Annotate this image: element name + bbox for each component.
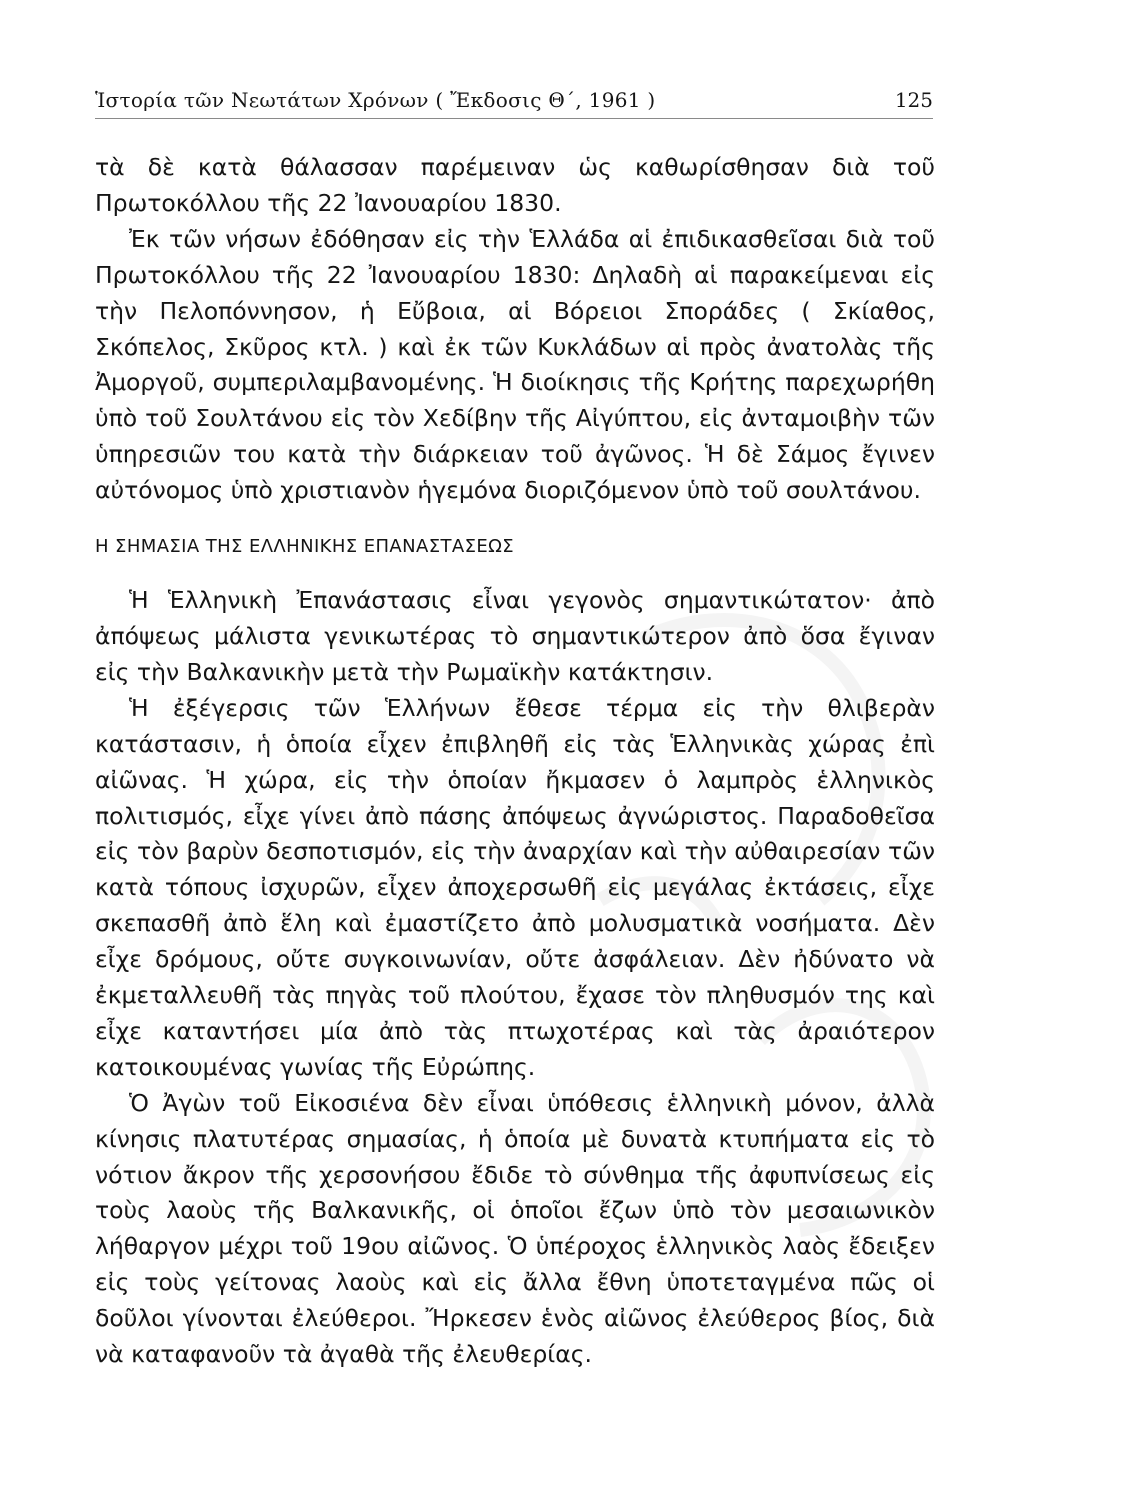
paragraph: Ὁ Ἀγὼν τοῦ Εἰκοσιένα δὲν εἶναι ὑπόθεσις ἑλληνικὴ μόνον, ἀλλὰ κίνησις πλατυτέρας σημασίας, ἡ ὁποία μὲ δυνατὰ κτυπήματα εἰς τὸ νότιον ἄκρον τῆς χερσονήσου ἔδιδε τὸ σύνθημα τῆς ἀφυπνίσεως εἰς τοὺς λαοὺς τῆς Βαλκανικῆς, οἱ ὁποῖοι ἔζων ὑπὸ τὸν μεσαιωνικὸν λήθαργον μέχρι τοῦ 19ου αἰῶνος. Ὁ ὑπέροχος ἑλληνικὸς λαὸς ἔδειξεν εἰς τοὺς γείτονας λαοὺς καὶ εἰς ἄλλα ἔθνη ὑποτεταγμένα πῶς οἱ δοῦλοι γίνονται ἐλεύθεροι. Ἤρκεσεν ἑνὸς αἰῶνος ἐλεύθερος βίος, διὰ νὰ καταφανοῦν τὰ ἀγαθὰ τῆς ἐλευθερίας. xyxy=(95,1088,935,1369)
running-header xyxy=(95,80,933,119)
paragraph: Ἐκ τῶν νήσων ἐδόθησαν εἰς τὴν Ἑλλάδα αἱ ἐπιδικασθεῖσαι διὰ τοῦ Πρωτοκόλλου τῆς 22 Ἰανουαρίου 1830: Δηλαδὴ αἱ παρακείμεναι εἰς τὴν Πελοπόννησον, ἡ Εὔβοια, αἱ Βόρειοι Σποράδες ( Σκίαθος, Σκόπελος, Σκῦρος κτλ. ) καὶ ἐκ τῶν Κυκλάδων αἱ πρὸς ἀνατολὰς τῆς Ἀμοργοῦ, συμπεριλαμβανομένης. Ἡ διοίκησις τῆς Κρήτης παρεχωρήθη ὑπὸ τοῦ Σουλτάνου εἰς τὸν Χεδίβην τῆς Αἰγύπτου, εἰς ἀνταμοιβὴν τῶν ὑπηρεσιῶν του κατὰ τὴν διάρκειαν τοῦ ἀγῶνος. Ἡ δὲ Σάμος ἔγινεν αὐτόνομος ὑπὸ χριστιανὸν ἡγεμόνα διοριζόμενον ὑπὸ τοῦ σουλτάνου. xyxy=(95,224,935,505)
paragraph: Ἡ Ἑλληνικὴ Ἐπανάστασις εἶναι γεγονὸς σημαντικώτατον· ἀπὸ ἀπόψεως μάλιστα γενικωτέρας τὸ σημαντικώτερον ἀπὸ ὅσα ἔγιναν εἰς τὴν Βαλκανικὴν μετὰ τὴν Ρωμαϊκὴν κατάκτησιν. xyxy=(95,586,935,686)
page-number: 125 xyxy=(894,88,933,112)
main-text xyxy=(95,150,935,1373)
paragraph: Ἡ ἐξέγερσις τῶν Ἑλλήνων ἔθεσε τέρμα εἰς τὴν θλιβερὰν κατάστασιν, ἡ ὁποία εἶχεν ἐπιβληθῆ εἰς τὰς Ἑλληνικὰς χώρας ἐπὶ αἰῶνας. Ἡ χώρα, εἰς τὴν ὁποίαν ἤκμασεν ὁ λαμπρὸς ἑλληνικὸς πολιτισμός, εἶχε γίνει ἀπὸ πάσης ἀπόψεως ἀγνώριστος. Παραδοθεῖσα εἰς τὸν βαρὺν δεσποτισμόν, εἰς τὴν ἀναρχίαν καὶ τὴν αὐθαιρεσίαν τῶν κατὰ τόπους ἰσχυρῶν, εἶχεν ἀποχερσωθῆ εἰς μεγάλας ἐκτάσεις, εἶχε σκεπασθῆ ἀπὸ ἕλη καὶ ἐμαστίζετο ἀπὸ μολυσματικὰ νοσήματα. Δὲν εἶχε δρόμους, οὔτε συγκοινωνίαν, οὔτε ἀσφάλειαν. Δὲν ἠδύνατο νὰ ἐκμεταλλευθῆ τὰς πηγὰς τοῦ πλούτου, ἔχασε τὸν πληθυσμόν της καὶ εἶχε καταντήσει μία ἀπὸ τὰς πτωχοτέρας καὶ τὰς ἀραιότερον κατοικουμένας γωνίας τῆς Εὐρώπης. xyxy=(95,693,935,1081)
running-title: Ἱστορία τῶν Νεωτάτων Χρόνων ( Ἔκδοσις Θ΄, 1961 ) xyxy=(95,88,656,112)
paragraph: τὰ δὲ κατὰ θάλασσαν παρέμειναν ὡς καθωρίσθησαν διὰ τοῦ Πρωτοκόλλου τῆς 22 Ἰανουαρίου 1830. xyxy=(95,153,935,217)
section-heading: Η ΣΗΜΑΣΙΑ ΤΗΣ ΕΛΛΗΝΙΚΗΣ ΕΠΑΝΑΣΤΑΣΕΩΣ xyxy=(95,536,515,558)
